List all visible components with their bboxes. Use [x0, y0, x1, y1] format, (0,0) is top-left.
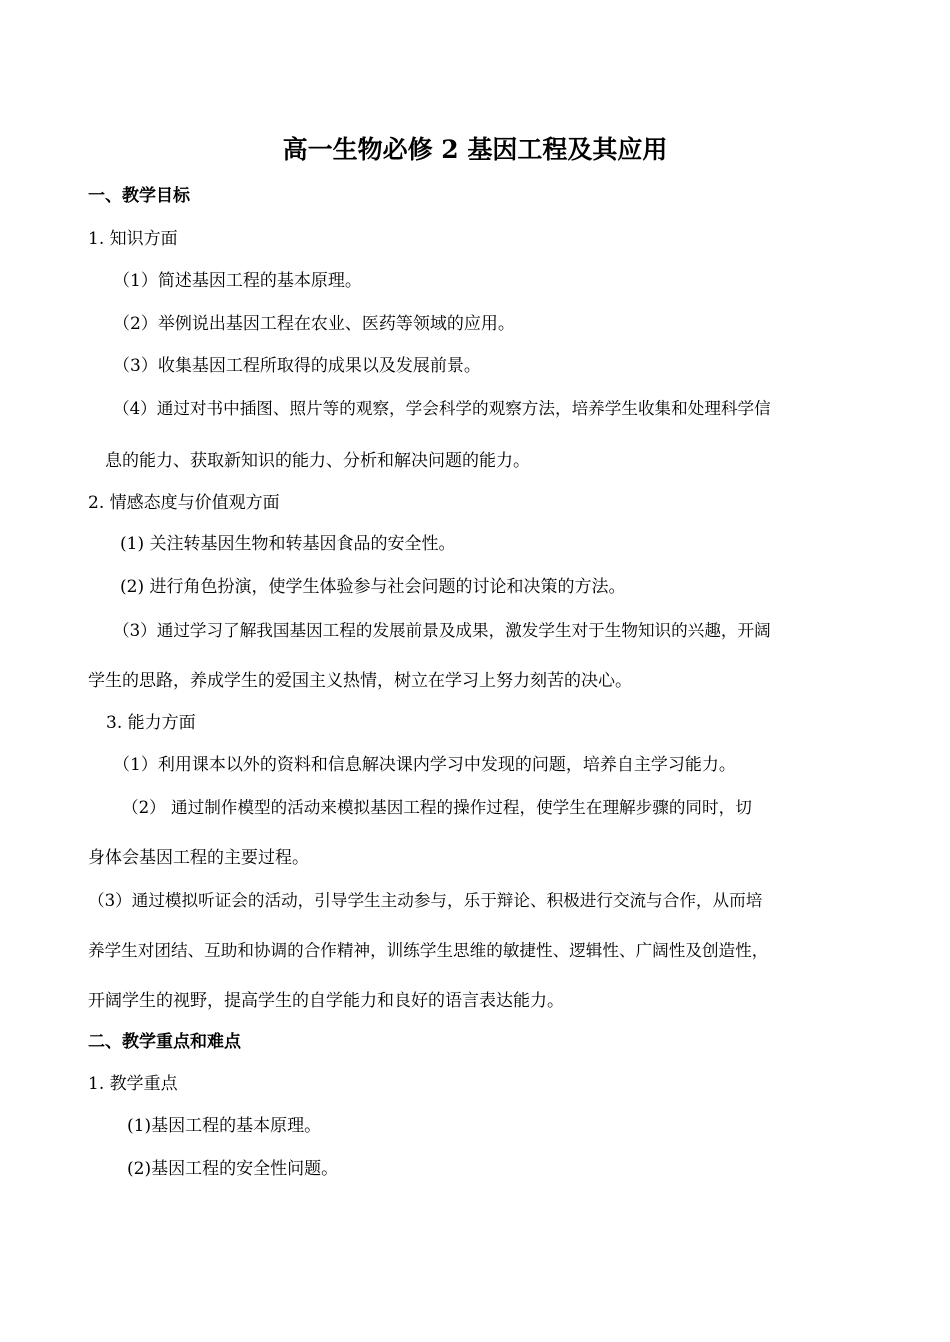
- knowledge-item-4-line-2: 息的能力、获取新知识的能力、分析和解决问题的能力。: [105, 451, 530, 471]
- attitude-item-1: (1) 关注转基因生物和转基因食品的安全性。: [120, 534, 456, 554]
- subheading-knowledge: 1. 知识方面: [88, 229, 178, 249]
- knowledge-item-2: （2）举例说出基因工程在农业、医药等领域的应用。: [113, 314, 515, 334]
- section-heading-teaching-goals: 一、教学目标: [88, 186, 190, 206]
- attitude-item-3-line-2: 学生的思路，养成学生的爱国主义热情，树立在学习上努力刻苦的决心。: [88, 671, 632, 691]
- ability-item-3-line-2: 养学生对团结、互助和协调的合作精神，训练学生思维的敏捷性、逻辑性、广阔性及创造性，: [88, 941, 769, 960]
- subheading-attitude: 2. 情感态度与价值观方面: [88, 493, 280, 513]
- key-points-item-2: (2)基因工程的安全性问题。: [127, 1159, 339, 1179]
- knowledge-item-4-line-1: （4）通过对书中插图、照片等的观察，学会科学的观察方法，培养学生收集和处理科学信: [113, 399, 771, 418]
- subheading-ability: 3. 能力方面: [106, 713, 196, 733]
- ability-item-1: （1）利用课本以外的资料和信息解决课内学习中发现的问题，培养自主学习能力。: [113, 755, 736, 775]
- knowledge-item-3: （3）收集基因工程所取得的成果以及发展前景。: [113, 356, 481, 376]
- attitude-item-3-line-1: （3）通过学习了解我国基因工程的发展前景及成果，激发学生对于生物知识的兴趣，开阔: [113, 621, 771, 640]
- ability-item-2-line-1: （2） 通过制作模型的活动来模拟基因工程的操作过程，使学生在理解步骤的同时，切: [122, 798, 752, 817]
- subheading-key-points: 1. 教学重点: [88, 1074, 178, 1094]
- key-points-item-1: (1)基因工程的基本原理。: [127, 1116, 322, 1136]
- section-heading-key-points: 二、教学重点和难点: [88, 1032, 241, 1052]
- document-title: 高一生物必修 2 基因工程及其应用: [282, 135, 668, 164]
- knowledge-item-1: （1）简述基因工程的基本原理。: [113, 271, 362, 291]
- ability-item-2-line-2: 身体会基因工程的主要过程。: [88, 848, 309, 868]
- attitude-item-2: (2) 进行角色扮演，使学生体验参与社会问题的讨论和决策的方法。: [120, 577, 626, 597]
- ability-item-3-line-1: （3）通过模拟听证会的活动，引导学生主动参与，乐于辩论、积极进行交流与合作，从而培: [88, 891, 763, 910]
- ability-item-3-line-3: 开阔学生的视野，提高学生的自学能力和良好的语言表达能力。: [88, 991, 564, 1011]
